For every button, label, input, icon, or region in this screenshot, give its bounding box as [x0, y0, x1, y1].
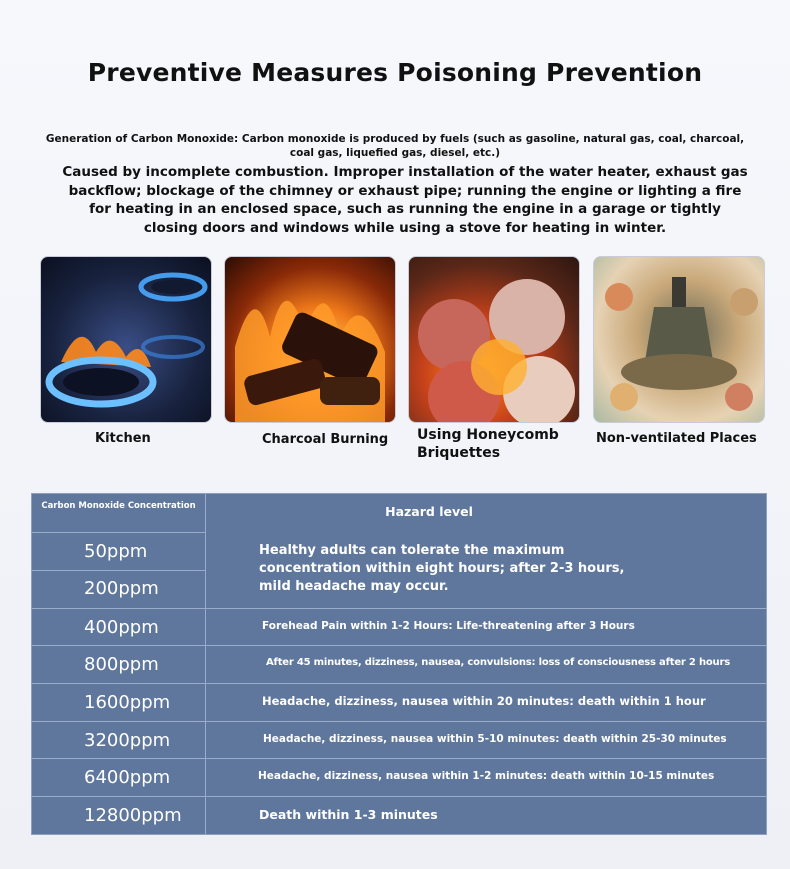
- page-title: Preventive Measures Poisoning Prevention: [87, 58, 703, 87]
- concentration-cell: 12800ppm: [84, 805, 182, 826]
- concentration-cell: 3200ppm: [84, 730, 171, 751]
- concentration-cell: 1600ppm: [84, 692, 171, 713]
- header-concentration: Carbon Monoxide Concentration: [41, 501, 196, 511]
- hazard-cell: After 45 minutes, dizziness, nausea, convulsions: loss of consciousness after 2 hours: [266, 657, 730, 668]
- hazard-cell: Headache, dizziness, nausea within 20 minutes: death within 1 hour: [262, 694, 706, 708]
- charcoal-fire-image: [224, 256, 396, 423]
- co-causes-text: Caused by incomplete combustion. Improper installation of the water heater, exhaust gas backflow; blockage of the chimney or exhaust pipe; running the engine or lighting a fire for heating in an enclosed space, such as running the engine in a garage or tightly closing doors and windows while using a stove for heating in winter.: [62, 164, 748, 236]
- concentration-cell: 800ppm: [84, 654, 159, 675]
- kitchen-caption: Kitchen: [95, 431, 151, 446]
- header-hazard-level: Hazard level: [385, 504, 473, 519]
- table-row: [32, 608, 766, 647]
- table-row: [32, 645, 766, 684]
- hazard-cell: Forehead Pain within 1-2 Hours: Life-threatening after 3 Hours: [262, 620, 635, 632]
- hazard-cell: Headache, dizziness, nausea within 1-2 minutes: death within 10-15 minutes: [258, 770, 715, 782]
- column-divider: [205, 494, 206, 834]
- table-header-row: [32, 494, 766, 532]
- gas-burner-image: [40, 256, 212, 423]
- hotpot-gathering-image: [593, 256, 765, 423]
- co-hazard-table: [31, 493, 767, 835]
- hazard-cell: Headache, dizziness, nausea within 5-10 minutes: death within 25-30 minutes: [263, 733, 727, 745]
- hazard-cell: Death within 1-3 minutes: [259, 807, 438, 822]
- table-row: [32, 796, 766, 835]
- charcoal-caption: Charcoal Burning: [262, 432, 389, 447]
- hazard-cell: Healthy adults can tolerate the maximum concentration within eight hours; after 2-3 hours, mild headache may occur.: [259, 543, 625, 594]
- concentration-cell: 200ppm: [84, 578, 159, 599]
- concentration-cell: 400ppm: [84, 617, 159, 638]
- co-generation-text: Generation of Carbon Monoxide: Carbon monoxide is produced by fuels (such as gasoline, natural gas, coal, charcoal, coal gas, liquefied gas, diesel, etc.): [45, 133, 745, 159]
- honeycomb-caption: Using Honeycomb Briquettes: [417, 427, 559, 461]
- table-row: [32, 683, 766, 722]
- table-row: [32, 721, 766, 760]
- table-row: [32, 758, 766, 797]
- concentration-cell: 50ppm: [84, 541, 148, 562]
- non-ventilated-caption: Non-ventilated Places: [596, 431, 757, 446]
- honeycomb-briquette-image: [408, 256, 580, 423]
- concentration-cell: 6400ppm: [84, 767, 171, 788]
